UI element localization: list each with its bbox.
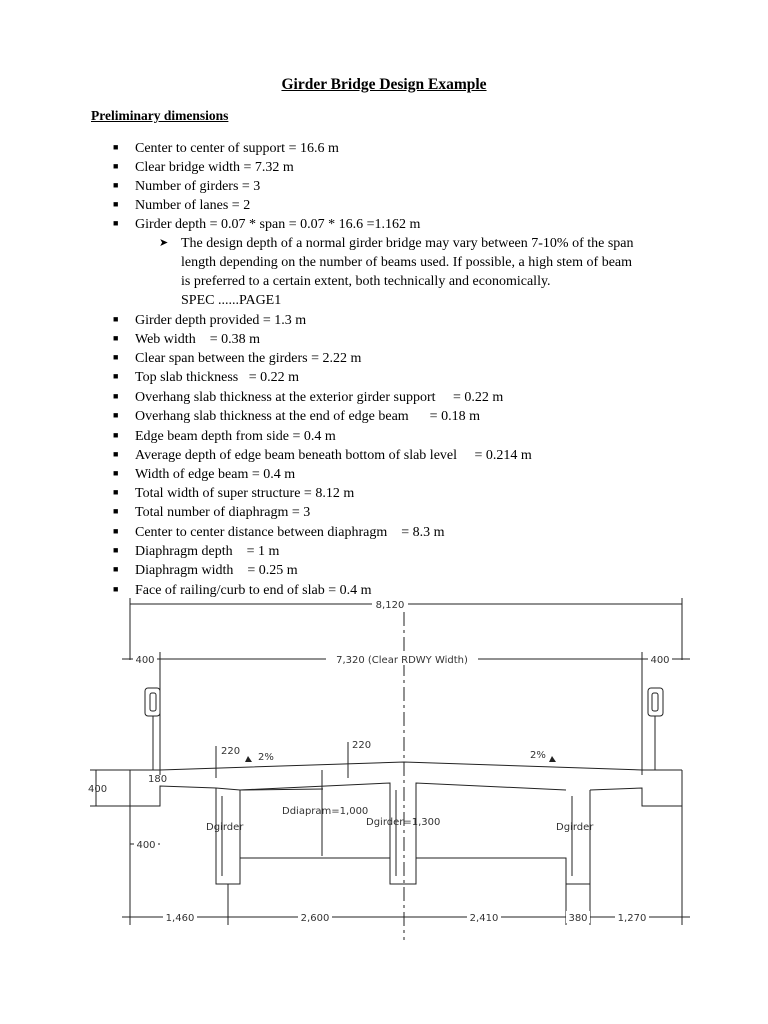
- list-item: ■ Center to center of support = 16.6 m: [113, 138, 339, 158]
- deck-top-surface: [130, 762, 682, 770]
- list-item: ■ Total width of super structure = 8.12 m: [113, 483, 354, 503]
- bullet-icon: ■: [113, 333, 119, 343]
- girder-label-right: Dgirder: [556, 822, 594, 833]
- dim-slab-left-label: 220: [221, 746, 241, 757]
- slope-arrow-right-icon: [549, 756, 556, 762]
- girder-depth-label: Dgirder=1,300: [366, 817, 441, 828]
- bullet-icon: ■: [113, 526, 119, 536]
- arrow-bullet-icon: ➤: [159, 237, 169, 249]
- dim-slab-mid-label: 220: [352, 740, 372, 751]
- list-item: ■ Clear bridge width = 7.32 m: [113, 157, 294, 177]
- section-heading: Preliminary dimensions: [91, 108, 229, 123]
- page-title: Girder Bridge Design Example: [281, 76, 487, 93]
- bullet-icon: ■: [113, 545, 119, 555]
- bullet-icon: ■: [113, 468, 119, 478]
- slope-left-label: 2%: [258, 752, 274, 763]
- bullet-icon: ■: [113, 584, 119, 594]
- list-item: ■ Number of lanes = 2: [113, 195, 250, 215]
- bullet-icon: ■: [113, 430, 119, 440]
- note-paragraph: The design depth of a normal girder bridge may vary between 7-10% of the span length depending on the number of beams used. If possible, a high stem of beam is preferred to a certain extent, both technically and economically. SPEC ......PAGE1: [181, 236, 634, 308]
- list-item: ■ Center to center distance between diaphragm = 8.3 m: [113, 522, 445, 542]
- right-railing-inner: [652, 693, 658, 711]
- bullet-icon: ■: [113, 487, 119, 497]
- left-railing-post: [145, 688, 160, 716]
- dim-bottom-4: 380: [568, 913, 588, 924]
- list-item: ■ Face of railing/curb to end of slab = 0.4 m: [113, 580, 372, 600]
- bullet-icon: ■: [113, 314, 119, 324]
- diaphragm-depth-label: Ddiapram=1,000: [282, 806, 369, 817]
- list-item: ■ Web width = 0.38 m: [113, 329, 260, 349]
- list-item: ■ Clear span between the girders = 2.22 m: [113, 348, 361, 368]
- list-item: ■ Girder depth = 0.07 * span = 0.07 * 16.6 =1.162 m: [113, 214, 420, 234]
- bullet-icon: ■: [113, 352, 119, 362]
- list-item: ■ Top slab thickness = 0.22 m: [113, 367, 299, 387]
- slab-underside-left: [216, 788, 240, 790]
- list-item: ■ Average depth of edge beam beneath bottom of slab level = 0.214 m: [113, 445, 532, 465]
- dim-clear-width: 7,320 (Clear RDWY Width): [336, 655, 468, 666]
- list-item: ■ Overhang slab thickness at the exterior girder support = 0.22 m: [113, 387, 503, 407]
- bullet-icon: ■: [113, 180, 119, 190]
- bullet-icon: ■: [113, 506, 119, 516]
- dim-total-width: 8,120: [375, 600, 405, 611]
- bullet-icon: ■: [113, 391, 119, 401]
- diaphragm-and-girders: [240, 790, 590, 884]
- right-railing-post: [648, 688, 663, 716]
- list-item: ■ Number of girders = 3: [113, 176, 260, 196]
- dim-bottom-2: 2,600: [300, 913, 330, 924]
- bullet-icon: ■: [113, 142, 119, 152]
- right-edge-beam: [590, 770, 682, 806]
- dim-edge-beam-width: 400: [136, 840, 156, 851]
- bullet-icon: ■: [113, 449, 119, 459]
- list-item: ■ Edge beam depth from side = 0.4 m: [113, 426, 336, 446]
- list-item: ■ Diaphragm depth = 1 m: [113, 541, 279, 561]
- dim-bottom-3: 2,410: [469, 913, 499, 924]
- dim-left-curb: 400: [135, 655, 155, 666]
- bullet-icon: ■: [113, 199, 119, 209]
- list-item: ■ Overhang slab thickness at the end of edge beam = 0.18 m: [113, 406, 480, 426]
- dim-right-curb: 400: [650, 655, 670, 666]
- dim-edge-depth-label: 400: [88, 784, 108, 795]
- slope-right-label: 2%: [530, 750, 546, 761]
- slope-arrow-left-icon: [245, 756, 252, 762]
- list-item: ■ Diaphragm width = 0.25 m: [113, 560, 298, 580]
- bullet-icon: ■: [113, 410, 119, 420]
- dim-edge-slab-label: 180: [148, 774, 168, 785]
- left-edge-beam: [130, 770, 216, 806]
- left-girder: [216, 788, 323, 884]
- dim-bottom-1: 1,460: [165, 913, 195, 924]
- girder-label-left: Dgirder: [206, 822, 244, 833]
- bullet-icon: ■: [113, 161, 119, 171]
- list-item: ■ Width of edge beam = 0.4 m: [113, 464, 295, 484]
- bullet-icon: ■: [113, 564, 119, 574]
- list-item: ■ Girder depth provided = 1.3 m: [113, 310, 306, 330]
- left-railing-inner: [150, 693, 156, 711]
- bullet-icon: ■: [113, 218, 119, 228]
- dim-bottom-5: 1,270: [617, 913, 647, 924]
- bullet-icon: ■: [113, 371, 119, 381]
- list-item: ■ Total number of diaphragm = 3: [113, 502, 310, 522]
